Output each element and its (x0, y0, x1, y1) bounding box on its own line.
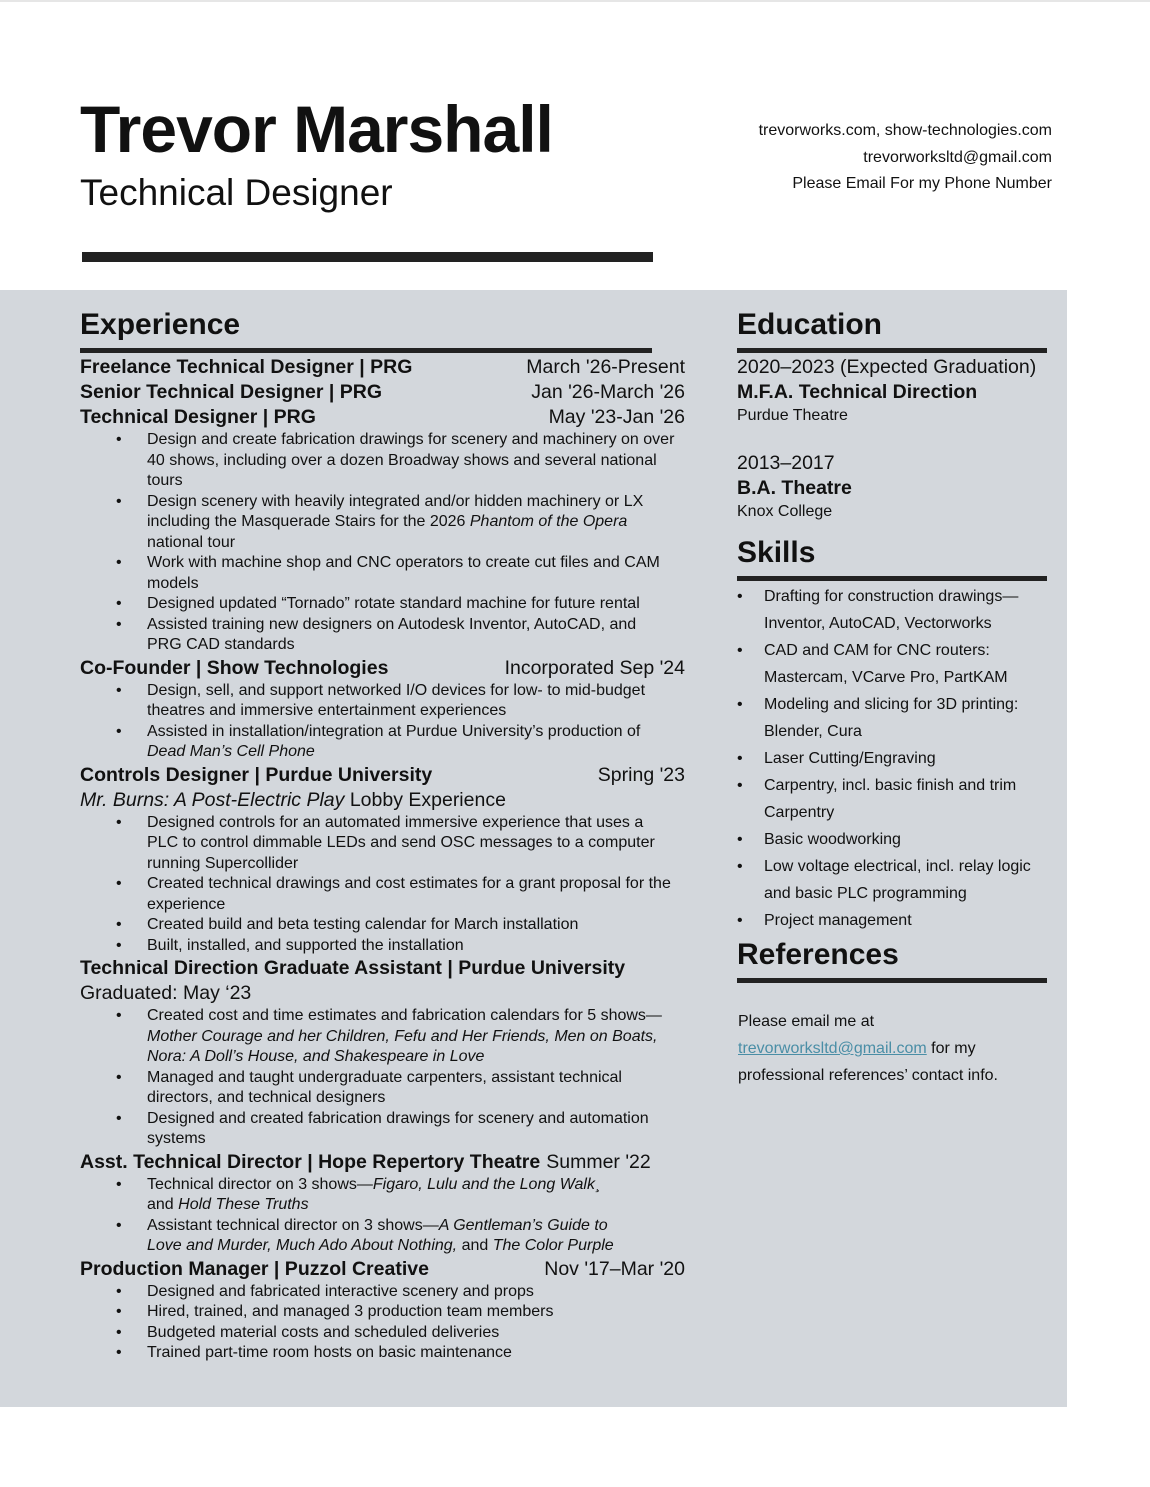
education-school: Purdue Theatre (737, 407, 848, 424)
references-email-link[interactable]: trevorworksltd@gmail.com (738, 1040, 927, 1057)
list-item: • Designed controls for an automated immersive experience that uses a PLC to control dimmable LEDs and send OSC messages to a computer running Supercollider (147, 813, 685, 875)
list-item: • Created technical drawings and cost estimates for a grant proposal for the experience (147, 874, 685, 915)
list-item: • Design scenery with heavily integrated and/or hidden machinery or LX including the Masquerade Stairs for the 2026 Phantom of the Opera national tour (147, 492, 685, 554)
list-item: • Created build and beta testing calendar for March installation (147, 915, 685, 936)
job-date: Nov '17–Mar '20 (544, 1257, 685, 1280)
job-date: May '23-Jan '26 (548, 406, 685, 428)
list-item: • Design and create fabrication drawings for scenery and machinery on over 40 shows, including over a dozen Broadway shows and several national tours (147, 430, 685, 492)
education-school: Knox College (737, 503, 833, 520)
candidate-title: Technical Designer (80, 172, 393, 213)
list-item: • Designed and fabricated interactive scenery and props (147, 1282, 685, 1303)
list-item: • Assisted in installation/integration at Purdue University’s production of Dead Man’s Cell Phone (147, 722, 685, 763)
job-title: Asst. Technical Director | Hope Repertory Theatre (80, 1150, 541, 1173)
list-item: • Trained part-time room hosts on basic maintenance (147, 1343, 685, 1364)
job-date: Summer '22 (546, 1150, 651, 1173)
job-row (80, 380, 685, 405)
job-date: Jan '26-March '26 (531, 381, 685, 403)
job-row (80, 1257, 685, 1282)
list-item: • Project management (764, 907, 1052, 934)
top-border (0, 0, 1150, 2)
contact-phone-note: Please Email For my Phone Number (792, 175, 1052, 192)
candidate-name: Trevor Marshall (80, 92, 553, 166)
list-item: • Hired, trained, and managed 3 production team members (147, 1302, 685, 1323)
list-item: • Managed and taught undergraduate carpenters, assistant technical directors, and technical designers (147, 1068, 685, 1109)
list-item: • Design, sell, and support networked I/O devices for low- to mid-budget theatres and immersive entertainment experiences (147, 681, 685, 722)
job-date: March '26-Present (526, 356, 685, 378)
list-item: • CAD and CAM for CNC routers: Mastercam, VCarve Pro, PartKAM (764, 637, 1052, 691)
job-row (80, 763, 685, 788)
list-item: • Carpentry, incl. basic finish and trim Carpentry (764, 772, 1052, 826)
list-item: • Basic woodworking (764, 826, 1052, 853)
references-text: Please email me at trevorworksltd@gmail.com for my professional references’ contact info. (738, 1013, 998, 1084)
education-dates: 2020–2023 (Expected Graduation) (737, 356, 1037, 378)
list-item: • Designed updated “Tornado” rotate standard machine for future rental (147, 594, 685, 615)
education-entry (737, 355, 1052, 426)
list-item: • Created cost and time estimates and fabrication calendars for 5 shows—Mother Courage and her Children, Fefu and Her Friends, Men on Boats, Nora: A Doll’s House, and Shakespeare in Love (147, 1006, 685, 1068)
job-title: Co-Founder | Show Technologies (80, 656, 389, 679)
education-divider (737, 348, 1047, 353)
education-degree: M.F.A. Technical Direction (737, 381, 978, 403)
job-row (80, 656, 685, 681)
skills-divider (737, 576, 1047, 581)
list-item: • Assisted training new designers on Autodesk Inventor, AutoCAD, and PRG CAD standards (147, 615, 685, 656)
list-item: • Budgeted material costs and scheduled deliveries (147, 1323, 685, 1344)
job-row (80, 405, 685, 430)
show-tech-bullets (80, 681, 685, 763)
job-date: Spring '23 (597, 763, 685, 786)
job-subtitle: Mr. Burns: A Post-Electric Play Lobby Experience (80, 788, 506, 811)
list-item: • Assistant technical director on 3 shows—A Gentleman’s Guide to Love and Murder, Much Ado About Nothing, and The Color Purple (147, 1216, 685, 1257)
controls-bullets (80, 813, 685, 957)
list-item: • Drafting for construction drawings—Inventor, AutoCAD, Vectorworks (764, 583, 1052, 637)
job-row (80, 1150, 685, 1175)
list-item: • Modeling and slicing for 3D printing: Blender, Cura (764, 691, 1052, 745)
experience-heading: Experience (80, 308, 241, 341)
job-title: Technical Designer | PRG (80, 406, 316, 428)
education-heading: Education (737, 308, 883, 341)
job-title: Controls Designer | Purdue University (80, 763, 433, 786)
contact-websites: trevorworks.com, show-technologies.com (758, 122, 1052, 139)
experience-column (80, 310, 685, 1364)
puzzol-bullets (80, 1282, 685, 1364)
education-entry (737, 451, 1052, 522)
list-item: • Technical director on 3 shows—Figaro, Lulu and the Long Walk¸ and Hold These Truths (147, 1175, 685, 1216)
skills-heading: Skills (737, 536, 816, 569)
education-degree: B.A. Theatre (737, 477, 852, 499)
hope-bullets (80, 1175, 685, 1257)
contact-block (759, 118, 1052, 198)
list-item: • Designed and created fabrication drawings for scenery and automation systems (147, 1109, 685, 1150)
header-divider (82, 252, 653, 262)
job-title: Senior Technical Designer | PRG (80, 381, 383, 403)
contact-email: trevorworksltd@gmail.com (863, 148, 1052, 166)
job-title: Freelance Technical Designer | PRG (80, 356, 413, 378)
job-date: Incorporated Sep '24 (504, 656, 685, 679)
list-item: • Work with machine shop and CNC operators to create cut files and CAM models (147, 553, 685, 594)
references-divider (737, 978, 1047, 983)
list-item: • Laser Cutting/Engraving (764, 745, 1052, 772)
job-row (80, 355, 685, 380)
list-item: • Low voltage electrical, incl. relay logic and basic PLC programming (764, 853, 1052, 907)
job-subtitle: Graduated: May ‘23 (80, 982, 252, 1004)
grad-bullets (80, 1006, 685, 1150)
job-title: Production Manager | Puzzol Creative (80, 1257, 429, 1280)
experience-divider (80, 348, 652, 353)
job-title: Technical Direction Graduate Assistant | Purdue University (80, 957, 626, 979)
sidebar-column (737, 310, 1052, 1089)
prg-bullets (80, 430, 685, 656)
references-heading: References (737, 938, 899, 971)
skills-list (737, 583, 1052, 934)
job-row (80, 956, 685, 981)
list-item: • Built, installed, and supported the installation (147, 936, 685, 957)
education-dates: 2013–2017 (737, 452, 835, 474)
